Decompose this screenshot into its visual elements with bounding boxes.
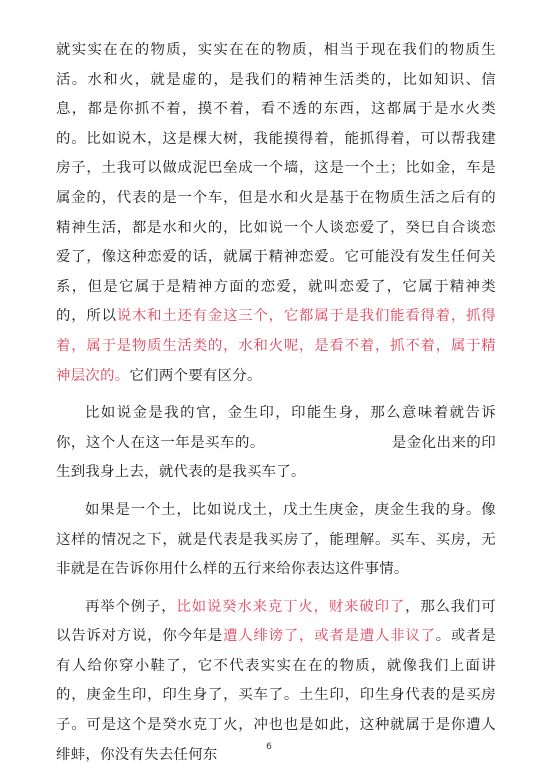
highlighted-text: 说木和土还有金这三个，它都属于是我们能看得着，抓得着，属于是物质生活类的，水和火呢，是看不着，抓不着，属于精神层次的。 — [56, 308, 496, 384]
highlighted-text: 遭人绯谤了，或者是遭人非议了 — [223, 628, 436, 645]
text-segment: 如果是一个土，比如说戊土，戊土生庚金，庚金生我的身。像这样的情况之下，就是代表是我买房了，能理解。买车、买房，无非就是在告诉你用什么样的五行来给你表达这件事情。 — [56, 501, 496, 578]
paragraph — [56, 496, 496, 585]
text-segment: 就实实在在的物质，实实在在的物质，相当于现在我们的物质生活。水和火，就是虚的，是我们的精神生活类的，比如知识、信息，都是你抓不着，摸不着，看不透的东西，这都属于是水火类的。比如说木，这是棵大树，我能摸得着，能抓得着，可以帮我建房子，土我可以做成泥巴垒成一个墙，这是一个土；比如金，车是属金的，代表的是一个车，但是水和火是基于在物质生活之后有的精神生活，都是水和火的，比如说一个人谈恋爱了，癸巳自合谈恋爱了，像这种恋爱的话，就属于精神恋爱。它可能没有发生任何关系，但是它属于是精神方面的恋爱，就叫恋爱了，它属于精神类的，所以 — [56, 42, 496, 325]
text-segment: ，那么我们可以告诉对方说，你今年是 — [56, 598, 496, 645]
text-segment: 再举个例子， — [85, 598, 177, 615]
paragraph — [56, 36, 496, 391]
paragraph — [56, 399, 496, 488]
highlighted-text: 比如说癸水来克丁火，财来破印了 — [176, 598, 406, 615]
text-segment: 它们两个要有区分。 — [129, 367, 262, 384]
page-number: 6 — [266, 742, 272, 752]
text-segment: 比如说金是我的官，金生印，印能生身，那么意味着就告诉你，这个人在这一年是买车的。 是金化出来的印生到我身上去，就代表的是我买车了。 — [56, 405, 496, 481]
text-segment: 。或者是有人给你穿小鞋了，它不代表实实在在的物质，就像我们上面讲的，庚金生印，印生身了，买车了。土生印，印生身代表的是买房子。可是这个是癸水克丁火，冲也也是如此，这种就属于是你遭人绯蚌，你没有失去任何东 — [56, 628, 497, 763]
body-text — [56, 36, 496, 778]
